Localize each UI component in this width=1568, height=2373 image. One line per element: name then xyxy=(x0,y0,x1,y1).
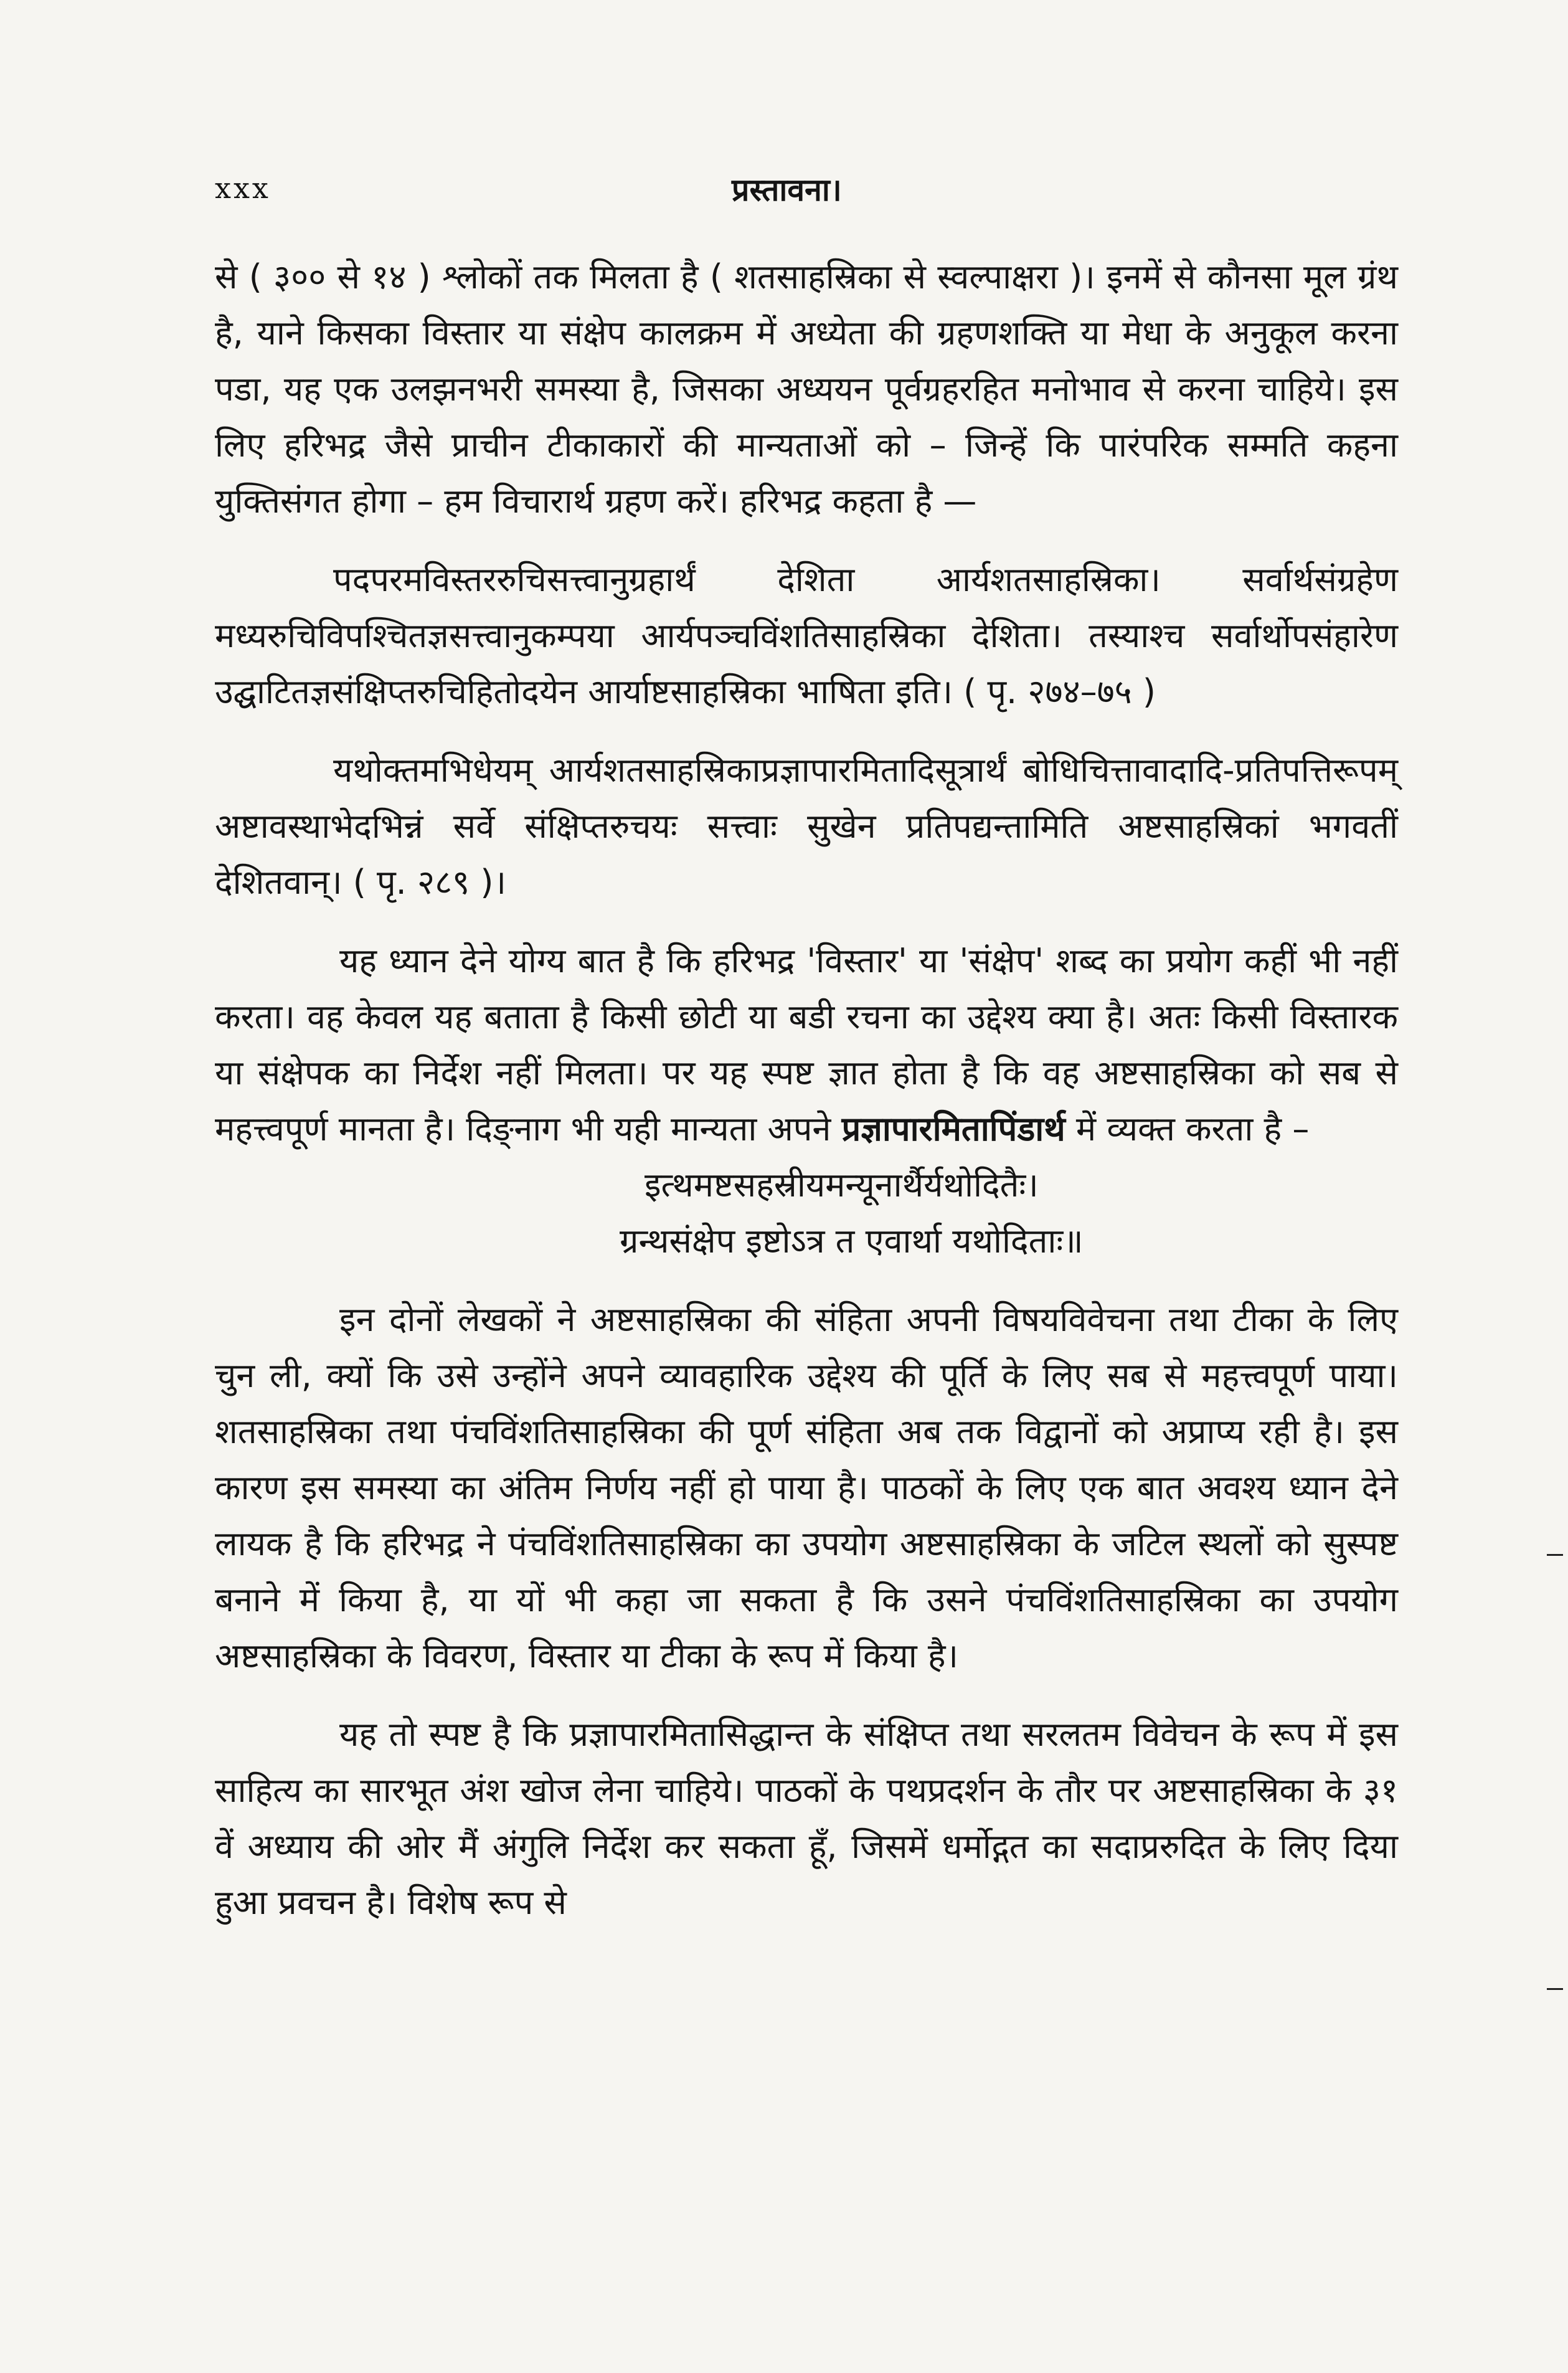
verse-line-1: इत्थमष्टसहस्रीयमन्यूनार्थैर्यथोदितैः। xyxy=(645,1165,1039,1205)
sanskrit-quote-2: यथोक्तमभिधेयम् आर्यशतसाहस्रिकाप्रज्ञापारमितादिसूत्रार्थं बोधिचित्तावादादि-प्रतिपत्तिरूपम् अष्टावस्थाभेदभिन्नं सर्वे संक्षिप्तरुचयः सत्त्वाः सुखेन प्रतिपद्यन्तामिति अष्टसाहस्रिकां भगवतीं देशितवान्। ( पृ. २८९ )। xyxy=(215,751,1398,902)
running-title: प्रस्तावना। xyxy=(732,172,842,208)
body-text xyxy=(215,249,1398,1931)
work-title-prajnaparamita-pindartha: प्रज्ञापारमितापिंडार्थ xyxy=(841,1109,1065,1149)
margin-mark xyxy=(1547,1554,1563,1556)
paragraph-haribhadra xyxy=(215,933,1398,1157)
paragraph-intro: से ( ३०० से १४ ) श्लोकों तक मिलता है ( शतसाहस्रिका से स्वल्पाक्षरा )। इनमें से कौनसा मूल ग्रंथ है, याने किसका विस्तार या संक्षेप कालक्रम में अध्येता की ग्रहणशक्ति या मेधा के अनुकूल करना पडा, यह एक उलझनभरी समस्या है, जिसका अध्ययन पूर्वग्रहरहित मनोभाव से करना चाहिये। इस लिए हरिभद्र जैसे प्राचीन टीकाकारों की मान्यताओं को – जिन्हें कि पारंपरिक सम्मति कहना युक्तिसंगत होगा – हम विचारार्थ ग्रहण करें। हरिभद्र कहता है — xyxy=(215,257,1398,521)
margin-mark xyxy=(1547,1988,1563,1990)
paragraph-authors: इन दोनों लेखकों ने अष्टसाहस्रिका की संहिता अपनी विषयविवेचना तथा टीका के लिए चुन ली, क्यों कि उसे उन्होंने अपने व्यावहारिक उद्देश्य की पूर्ति के लिए सब से महत्त्वपूर्ण पाया। शतसाहस्रिका तथा पंचविंशतिसाहस्रिका की पूर्ण संहिता अब तक विद्वानों को अप्राप्य रही है। इस कारण इस समस्या का अंतिम निर्णय नहीं हो पाया है। पाठकों के लिए एक बात अवश्य ध्यान देने लायक है कि हरिभद्र ने पंचविंशतिसाहस्रिका का उपयोग अष्टसाहस्रिका के जटिल स्थलों को सुस्पष्ट बनाने में किया है, या यों भी कहा जा सकता है कि उसने पंचविंशतिसाहस्रिका का उपयोग अष्टसाहस्रिका के विवरण, विस्तार या टीका के रूप में किया है। xyxy=(215,1300,1398,1675)
paragraph-haribhadra-text: यह ध्यान देने योग्य बात है कि हरिभद्र 'विस्तार' या 'संक्षेप' शब्द का प्रयोग कहीं भी नहीं करता। वह केवल यह बताता है किसी छोटी या बडी रचना का उद्देश्य क्या है। अतः किसी विस्तारक या संक्षेपक का निर्देश नहीं मिलता। पर यह स्पष्ट ज्ञात होता है कि वह अष्टसाहस्रिका को सब से महत्त्वपूर्ण मानता है। दिङ्नाग भी यही मान्यता अपने xyxy=(215,941,1398,1149)
sanskrit-quote-1: पदपरमविस्तररुचिसत्त्वानुग्रहार्थं देशिता आर्यशतसाहस्रिका। सर्वार्थसंग्रहेण मध्यरुचिविपश्चितज्ञसत्त्वानुकम्पया आर्यपञ्चविंशतिसाहस्रिका देशिता। तस्याश्च सर्वार्थोपसंहारेण उद्घाटितज्ञसंक्षिप्तरुचिहितोदयेन आर्याष्टसाहस्रिका भाषिता इति। ( पृ. २७४–७५ ) xyxy=(215,560,1398,711)
paragraph-summary: यह तो स्पष्ट है कि प्रज्ञापारमितासिद्धान्त के संक्षिप्त तथा सरलतम विवेचन के रूप में इस साहित्य का सारभूत अंश खोज लेना चाहिये। पाठकों के पथप्रदर्शन के तौर पर अष्टसाहस्रिका के ३१ वें अध्याय की ओर मैं अंगुलि निर्देश कर सकता हूँ, जिसमें धर्मोद्गत का सदाप्ररुदित के लिए दिया हुआ प्रवचन है। विशेष रूप से xyxy=(215,1715,1398,1922)
page-number: xxx xyxy=(215,171,271,205)
paragraph-haribhadra-end: में व्यक्त करता है – xyxy=(1075,1109,1310,1149)
page-header xyxy=(215,171,1398,221)
verse-line-2: ग्रन्थसंक्षेप इष्टोऽत्र त एवार्था यथोदिताः॥ xyxy=(620,1221,1084,1261)
